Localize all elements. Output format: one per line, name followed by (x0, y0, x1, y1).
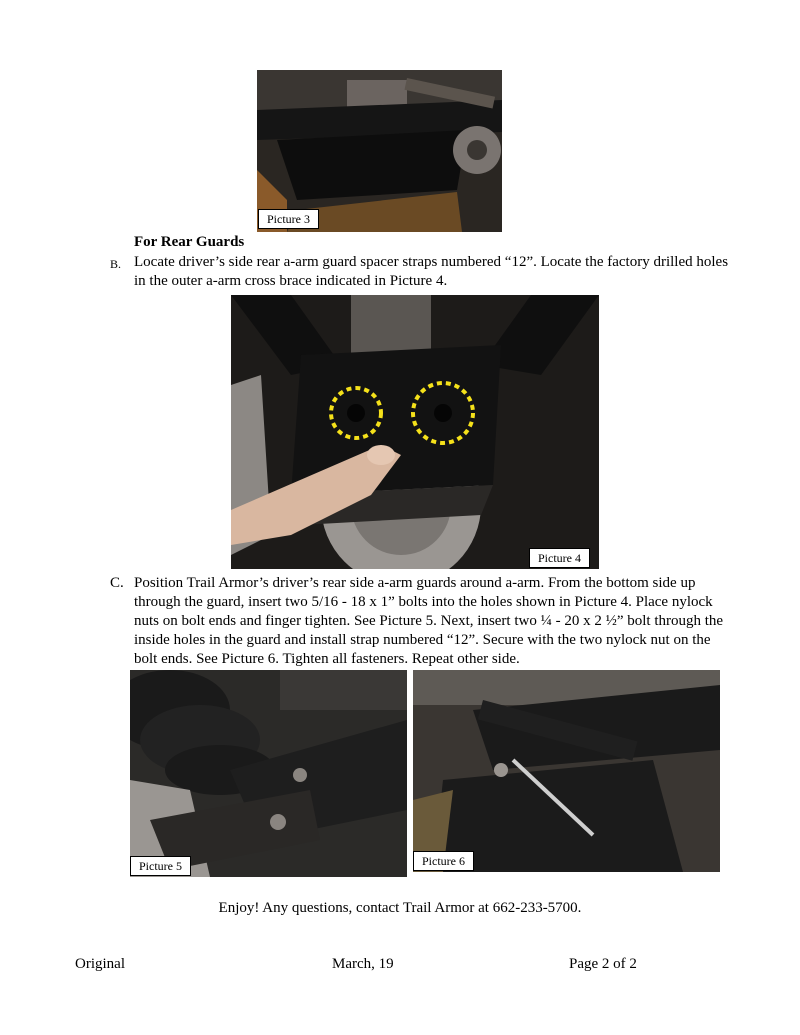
step-c-text: Position Trail Armor’s driver’s rear side a-arm guards around a-arm. From the bottom side up through the guard, insert two 5/16 - 18 x 1” bolts into the holes shown in Picture 4. Place nylock nuts on bolt ends and finger tighten. See Picture 5. Next, insert two ¼ - 20 x 2 ½” bolt through the inside holes in the guard and install strap numbered “12”. Secure with the two nylock nut on the bolt ends. See Picture 6. Tighten all fasteners. Repeat other side. (134, 575, 724, 667)
picture-4-caption: Picture 4 (529, 548, 590, 568)
picture-6-photo (413, 670, 720, 872)
section-heading: For Rear Guards (134, 234, 245, 250)
step-c-marker: C. (110, 575, 124, 591)
step-b-text: Locate driver’s side rear a-arm guard spacer straps numbered “12”. Locate the factory drilled holes in the outer a-arm cross brace indicated in Picture 4. (134, 254, 729, 289)
footer-right: Page 2 of 2 (569, 956, 637, 972)
picture-3-caption: Picture 3 (258, 209, 319, 229)
picture-5-photo (130, 670, 407, 877)
picture-4-photo (231, 295, 599, 569)
picture-3-photo (257, 70, 502, 232)
step-b (110, 253, 730, 291)
step-c (110, 574, 730, 669)
footer-center: March, 19 (332, 956, 394, 972)
picture-5-caption: Picture 5 (130, 856, 191, 876)
closing-note: Enjoy! Any questions, contact Trail Armor at 662-233-5700. (218, 900, 582, 916)
step-b-marker: B. (110, 257, 122, 271)
picture-6-caption: Picture 6 (413, 851, 474, 871)
footer-left: Original (75, 956, 125, 972)
